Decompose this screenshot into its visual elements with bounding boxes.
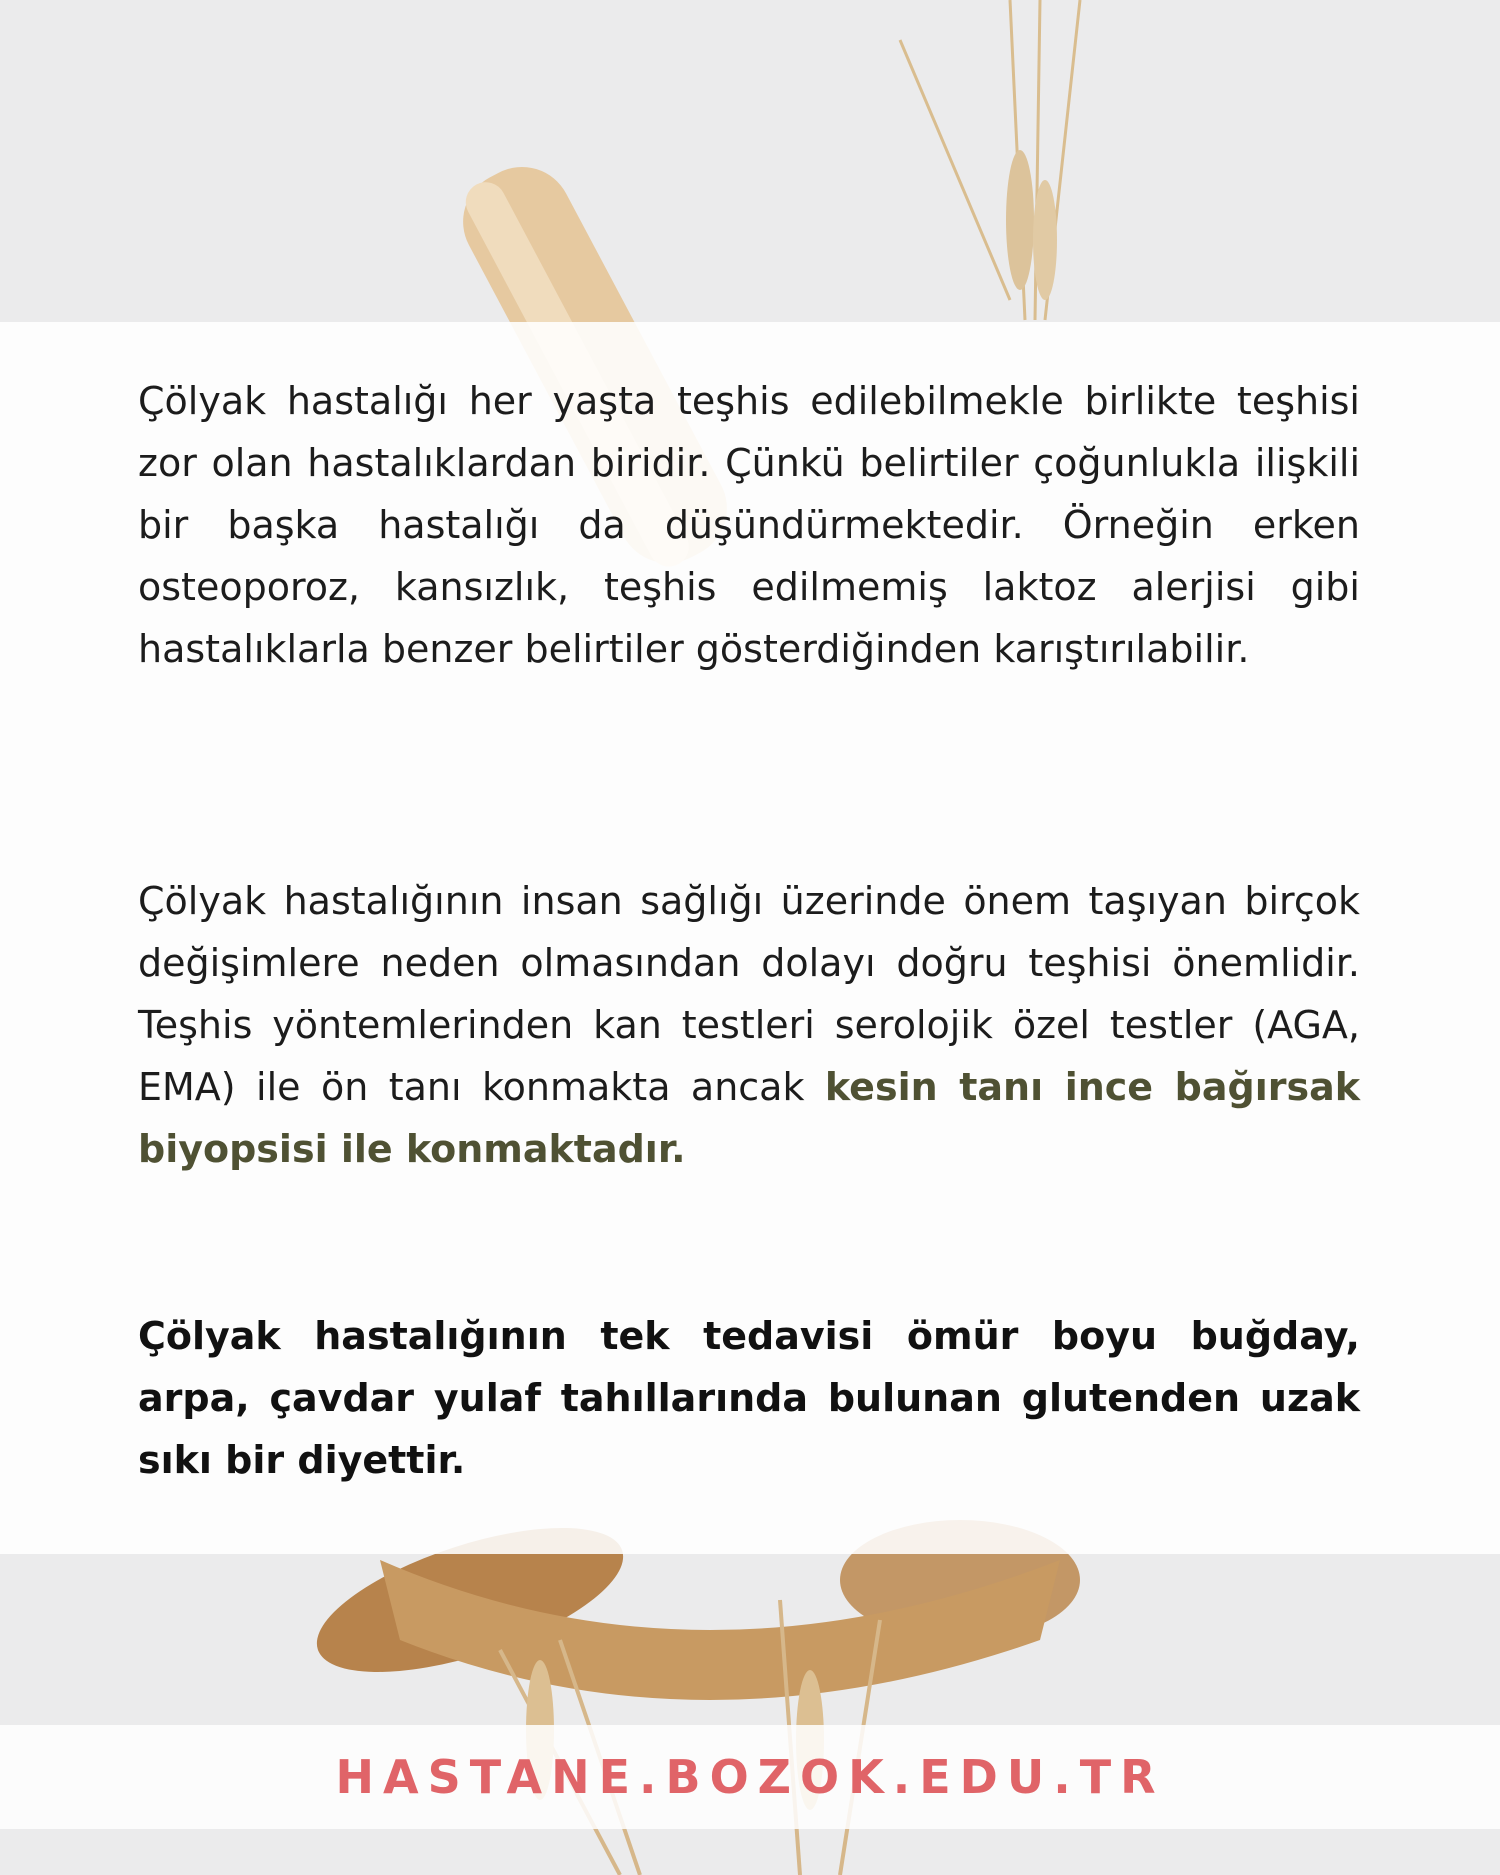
paragraph-treatment: Çölyak hastalığının tek tedavisi ömür boyu buğday, arpa, çavdar yulaf tahıllarında bulunan glutenden uzak sıkı bir diyettir. xyxy=(138,1314,1360,1482)
paragraph-diagnosis xyxy=(138,870,1360,1180)
website-link[interactable]: HASTANE.BOZOK.EDU.TR xyxy=(335,1750,1165,1804)
biopsy-highlight: kesin tanı ince bağırsak biyopsisi ile konmaktadır. xyxy=(138,1065,1361,1171)
paragraph-diagnosis-text: Çölyak hastalığının insan sağlığı üzerinde önem taşıyan birçok değişimlere neden olmasından dolayı doğru teşhisi önemlidir. Teşhis yöntemlerinden kan testleri serolojik özel testler (AGA, EMA) ile ön tanı konmakta ancak xyxy=(138,879,1360,1109)
paragraph-intro: Çölyak hastalığı her yaşta teşhis edilebilmekle birlikte teşhisi zor olan hastalıklardan biridir. Çünkü belirtiler çoğunlukla ilişkili bir başka hastalığı da düşündürmektedir. Örneğin erken osteoporoz, kansızlık, teşhis edilmemiş laktoz alerjisi gibi hastalıklarla benzer belirtiler gösterdiğinden karıştırılabilir. xyxy=(138,379,1360,671)
